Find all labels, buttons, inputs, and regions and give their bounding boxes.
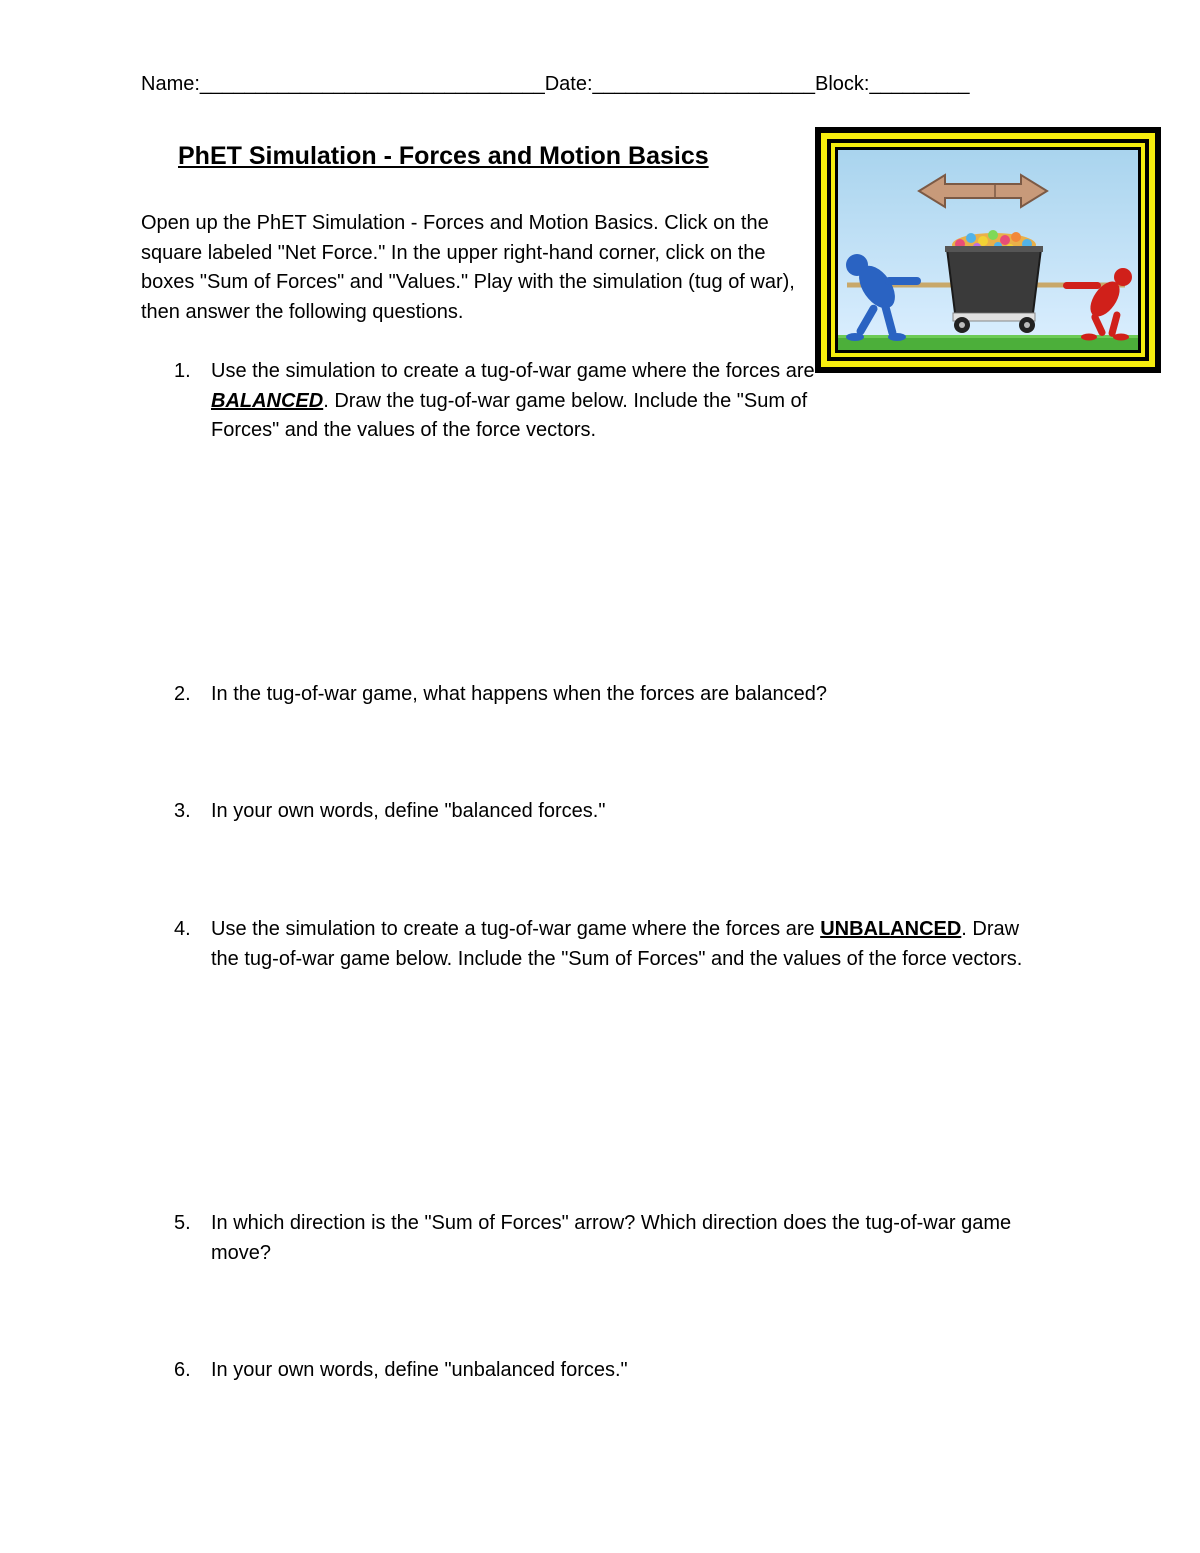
emphasis-balanced: BALANCED xyxy=(211,389,324,412)
question-number: 1. xyxy=(174,360,191,382)
question-number: 4. xyxy=(174,918,191,940)
page-title: PhET Simulation - Forces and Motion Basics xyxy=(178,142,709,170)
question-text: Use the simulation to create a tug-of-war game where the forces are UNBALANCED. Draw the tug-of-war game below. Include the "Sum of Forces" and the values of the force vectors. xyxy=(211,918,1023,970)
question-number: 6. xyxy=(174,1359,191,1381)
question-text: In your own words, define "unbalanced forces." xyxy=(211,1359,628,1381)
question-text: In your own words, define "balanced forces." xyxy=(211,800,606,822)
header-fields: Name:_______________________________Date:____________________Block:_________ xyxy=(141,73,970,95)
question-text: In the tug-of-war game, what happens when the forces are balanced? xyxy=(211,683,827,705)
question-number: 2. xyxy=(174,683,191,705)
tug-of-war-illustration xyxy=(815,127,1161,373)
question-text: Use the simulation to create a tug-of-war game where the forces are BALANCED. Draw the tug-of-war game below. Include the "Sum of Forces" and the values of the force vectors. xyxy=(211,360,815,441)
question-number: 5. xyxy=(174,1212,191,1234)
question-text: In which direction is the "Sum of Forces" arrow? Which direction does the tug-of-war game move? xyxy=(211,1212,1012,1264)
question-number: 3. xyxy=(174,800,191,822)
cart xyxy=(947,249,1041,313)
intro-paragraph: Open up the PhET Simulation - Forces and Motion Basics. Click on the square labeled "Net Force." In the upper right-hand corner, click on the boxes "Sum of Forces" and "Values." Play with the simulation (tug of war), then answer the following questions. xyxy=(141,212,795,323)
emphasis-unbalanced: UNBALANCED xyxy=(820,918,962,940)
